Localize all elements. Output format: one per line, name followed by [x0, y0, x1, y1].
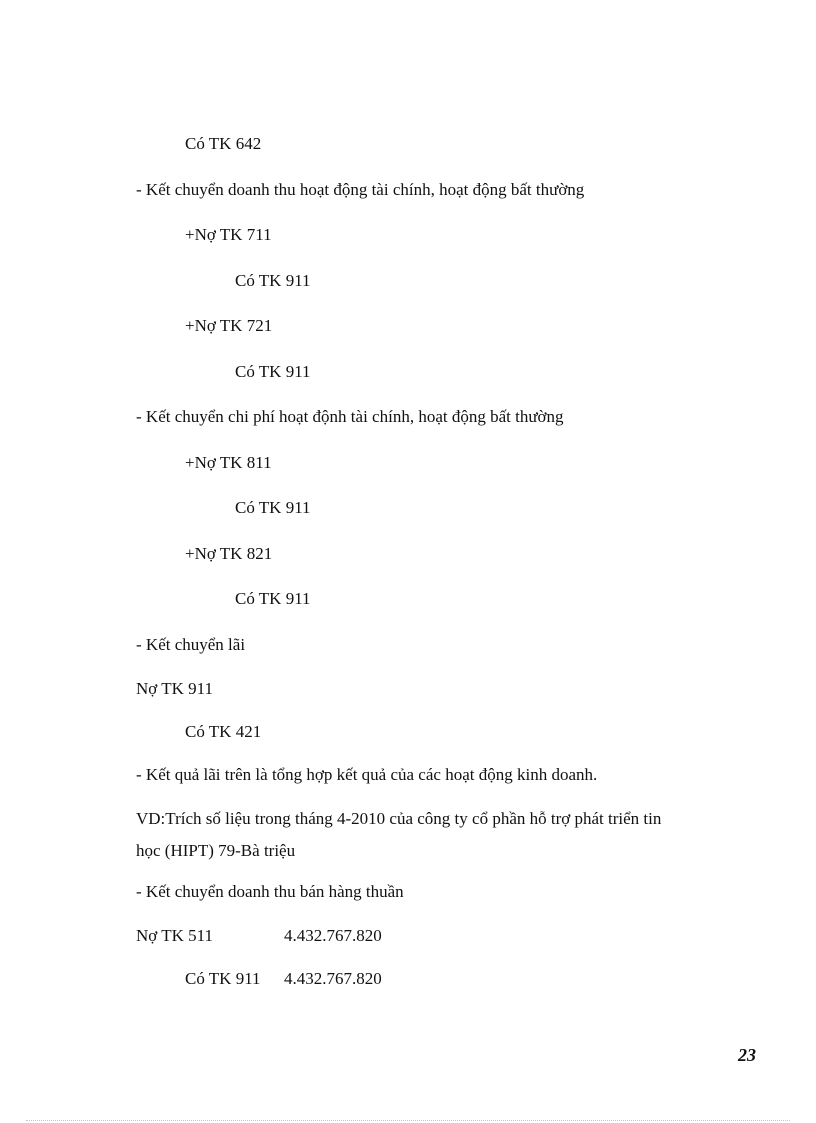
footer-divider [26, 1120, 790, 1121]
text-line: - Kết chuyển chi phí hoạt độnh tài chính, hoạt động bất thường [136, 407, 564, 426]
page-number: 23 [738, 1045, 756, 1065]
text-line: học (HIPT) 79-Bà triệu [136, 841, 296, 860]
text-line: Nợ TK 911 [136, 679, 213, 698]
credit-account: Có TK 911 [185, 969, 261, 988]
journal-entry-credit [185, 969, 382, 989]
text-line: - Kết chuyển lãi [136, 635, 246, 654]
text-line: - Kết chuyển doanh thu hoạt động tài chính, hoạt động bất thường [136, 180, 585, 199]
text-line: +Nợ TK 811 [185, 453, 272, 472]
debit-account: Nợ TK 511 [136, 926, 213, 945]
text-line: Có TK 911 [235, 498, 311, 517]
credit-amount: 4.432.767.820 [284, 969, 382, 988]
text-line: Có TK 911 [235, 271, 311, 290]
text-line: +Nợ TK 821 [185, 544, 273, 563]
text-line: Có TK 421 [185, 722, 262, 741]
text-line: - Kết chuyển doanh thu bán hàng thuần [136, 882, 404, 901]
text-line: Có TK 642 [185, 134, 262, 153]
journal-entry-debit [136, 926, 382, 946]
text-line: Có TK 911 [235, 362, 311, 381]
text-line: VD:Trích số liệu trong tháng 4-2010 của công ty cổ phần hỗ trợ phát triển tin [136, 809, 662, 828]
text-line: - Kết quả lãi trên là tổng hợp kết quả của các hoạt động kinh doanh. [136, 765, 598, 784]
debit-amount: 4.432.767.820 [284, 926, 382, 945]
text-line: +Nợ TK 721 [185, 316, 273, 335]
text-line: Có TK 911 [235, 589, 311, 608]
text-line: +Nợ TK 711 [185, 225, 272, 244]
